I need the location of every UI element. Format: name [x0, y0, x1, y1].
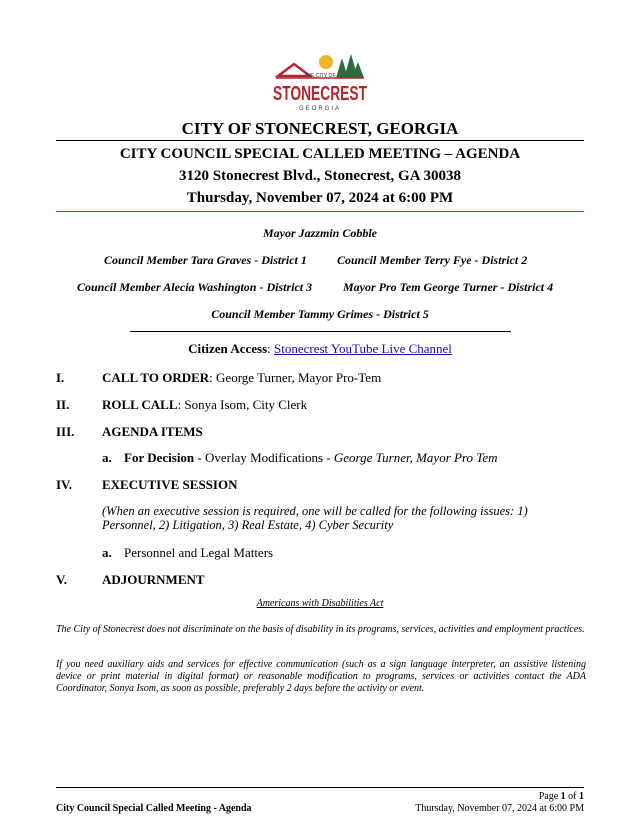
agenda-numeral-iii: III. [56, 424, 75, 439]
header-divider-red [56, 211, 584, 212]
logo-the-city-of: THE CITY OF [304, 73, 336, 79]
agenda-item-title: CALL TO ORDER [102, 370, 210, 385]
sun-icon [319, 55, 333, 69]
page-prefix: Page [538, 791, 561, 802]
page-total: 1 [579, 791, 584, 802]
sub-item-overlay-modifications [124, 450, 497, 466]
ada-heading: Americans with Disabilities Act [256, 598, 384, 609]
logo-graphic [270, 50, 370, 114]
sub-item-bold: For Decision [124, 450, 195, 465]
stonecrest-logo [270, 50, 370, 114]
citizen-access-label: Citizen Access [188, 341, 268, 356]
agenda-numeral-iv: IV. [56, 477, 73, 492]
agenda-item-call-to-order [102, 370, 381, 386]
agenda-item-title: EXECUTIVE SESSION [102, 477, 238, 492]
executive-session-note: (When an executive session is required, one will be called for the following issues: 1) Personnel, 2) Litigation, 3) Real Estate, 4) Cyber Security [102, 504, 528, 532]
ada-nondiscrimination-paragraph: The City of Stonecrest does not discriminate on the basis of disability in its programs, services, activities and employment practices. [56, 624, 585, 635]
council-member-district-5: Council Member Tammy Grimes - District 5 [211, 307, 429, 321]
council-member-district-1: Council Member Tara Graves - District 1 [104, 253, 307, 267]
footer-meeting-title: City Council Special Called Meeting - Agenda [56, 803, 252, 814]
agenda-item-title: AGENDA ITEMS [102, 424, 203, 439]
agenda-item-adjournment [102, 572, 205, 588]
logo-georgia: GEORGIA [298, 106, 342, 112]
mayor-pro-tem-district-4: Mayor Pro Tem George Turner - District 4 [343, 280, 554, 294]
ada-accommodation-paragraph: If you need auxiliary aids and services for effective communication (such as a sign language interpreter, an assistive listening device or print material in digital format) or reasonable modification to programs, services or activities contact the ADA Coordinator, Sonya Isom, as soon as possible, preferably 2 days before the activity or event. [56, 659, 586, 694]
sub-item-text: - Overlay Modifications - [194, 450, 334, 465]
agenda-item-title: ROLL CALL [102, 397, 178, 412]
agenda-numeral-i: I. [56, 370, 65, 385]
page-number [539, 791, 584, 802]
council-member-district-2: Council Member Terry Fye - District 2 [337, 253, 528, 267]
agenda-numeral-ii: II. [56, 397, 70, 412]
meeting-datetime: Thursday, November 07, 2024 at 6:00 PM [186, 190, 454, 206]
sub-item-letter: a. [102, 545, 112, 560]
page-of: of [565, 791, 579, 802]
sub-item-presenter: George Turner, Mayor Pro Tem [333, 450, 498, 465]
sub-item-personnel-legal: Personnel and Legal Matters [124, 545, 274, 560]
agenda-item-title: ADJOURNMENT [102, 572, 205, 587]
agenda-item-roll-call [102, 397, 307, 413]
city-title: CITY OF STONECREST, GEORGIA [181, 119, 459, 138]
officials-divider [130, 331, 511, 332]
citizen-access-sep: : [267, 341, 275, 356]
header-divider-black [56, 140, 584, 141]
footer-datetime: Thursday, November 07, 2024 at 6:00 PM [415, 803, 584, 814]
agenda-numeral-v: V. [56, 572, 67, 587]
agenda-item-detail: : Sonya Isom, City Clerk [177, 397, 308, 412]
agenda-item-agenda-items [102, 424, 203, 440]
sub-item-letter: a. [102, 450, 112, 465]
footer-divider [56, 787, 584, 788]
citizen-access-line [0, 341, 640, 357]
page-current: 1 [560, 791, 566, 802]
logo-stonecrest: STONECREST [273, 83, 367, 105]
meeting-address: 3120 Stonecrest Blvd., Stonecrest, GA 30038 [179, 168, 461, 184]
council-member-district-3: Council Member Alecia Washington - District 3 [77, 280, 313, 294]
meeting-title: CITY COUNCIL SPECIAL CALLED MEETING – AGENDA [119, 146, 521, 162]
youtube-live-link[interactable]: Stonecrest YouTube Live Channel [274, 341, 452, 356]
agenda-item-executive-session [102, 477, 237, 493]
mayor-name: Mayor Jazzmin Cobble [262, 226, 377, 240]
agenda-item-detail: : George Turner, Mayor Pro-Tem [209, 370, 382, 385]
